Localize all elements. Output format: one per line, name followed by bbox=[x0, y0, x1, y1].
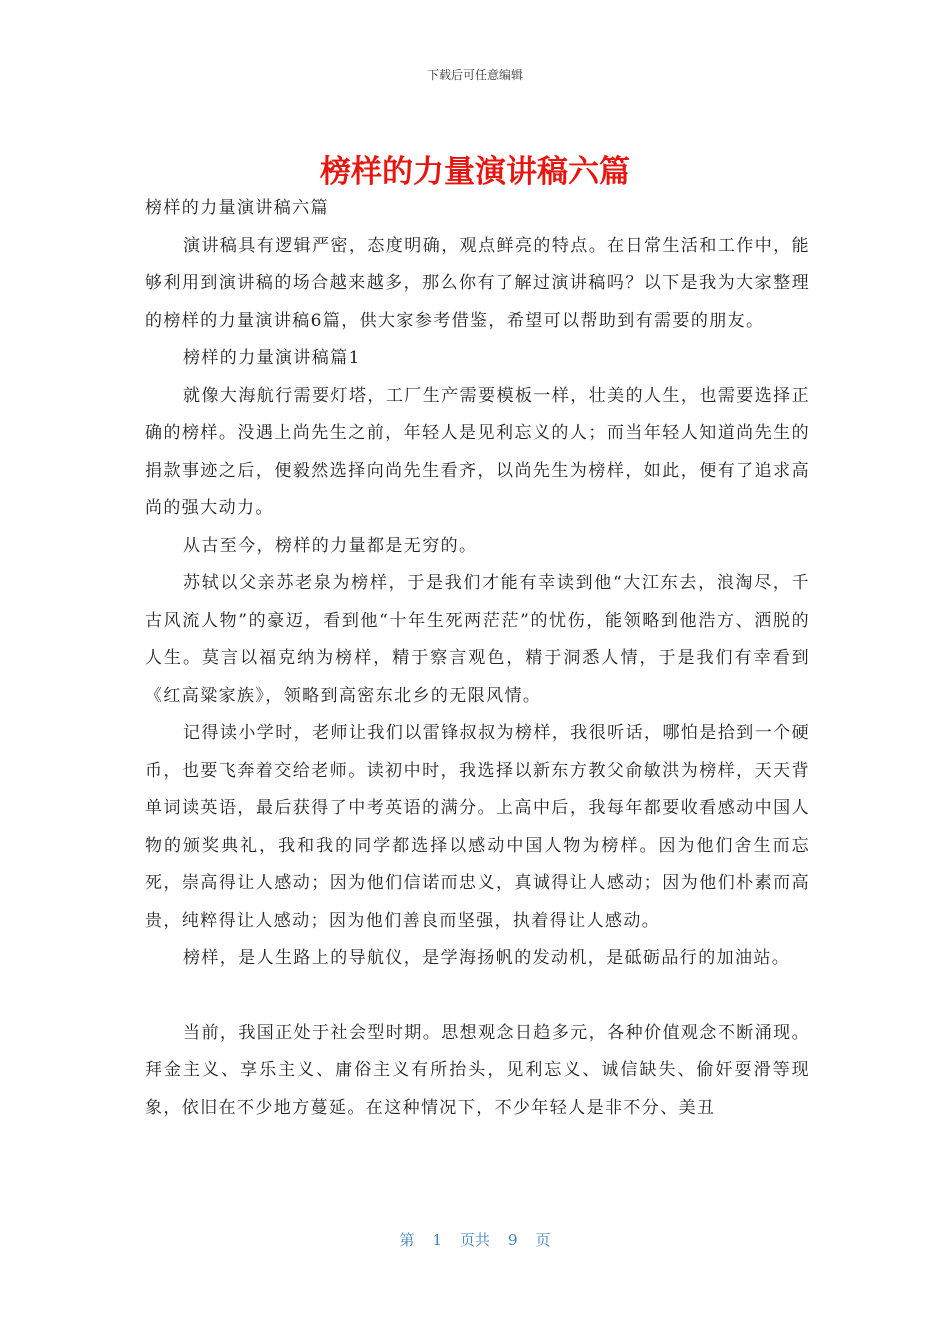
paragraph-body: 从古至今，榜样的力量都是无穷的。 bbox=[183, 535, 478, 556]
page-header-note: 下载后可任意编辑 bbox=[426, 68, 523, 82]
paragraph-body: 就像大海航行需要灯塔，工厂生产需要模板一样，壮美的人生，也需要选择正确的榜样。没遇上尚先生之前，年轻人是见利忘义的人；而当年轻人知道尚先生的捐款事迹之后，便毅然选择向尚先生看齐，以尚先生为榜样，如此，便有了追求高尚的强大动力。 bbox=[145, 385, 810, 518]
document-body bbox=[145, 190, 810, 1127]
document-title: 榜样的力量演讲稿六篇 bbox=[320, 154, 630, 190]
paragraph-body: 苏轼以父亲苏老泉为榜样，于是我们才能有幸读到他“大江东去，浪淘尽，千古风流人物”的豪迈，看到他“十年生死两茫茫”的忧伤，能领略到他浩方、洒脱的人生。莫言以福克纳为榜样，精于察言观色，精于洞悉人情，于是我们有幸看到《红高粱家族》，领略到高密东北乡的无限风情。 bbox=[145, 573, 810, 706]
paragraph-body: 当前，我国正处于社会型时期。思想观念日趋多元，各种价值观念不断涌现。拜金主义、享乐主义、庸俗主义有所抬头，见利忘义、诚信缺失、偷奸耍滑等现象，依旧在不少地方蔓延。在这种情况下，不少年轻人是非不分、美丑 bbox=[145, 1022, 810, 1118]
paragraph-body: 榜样，是人生路上的导航仪，是学海扬帆的发动机，是砥砺品行的加油站。 bbox=[183, 948, 791, 968]
footer-of-label: 页共 bbox=[459, 1231, 490, 1249]
paragraph-section-heading: 榜样的力量演讲稿篇1 bbox=[183, 348, 361, 368]
paragraph-body: 记得读小学时，老师让我们以雷锋叔叔为榜样，我很听话，哪怕是拾到一个硬币，也要飞奔着交给老师。读初中时，我选择以新东方教父俞敏洪为榜样，天天背单词读英语，最后获得了中考英语的满分。上高中后，我每年都要收看感动中国人物的颁奖典礼，我和我的同学都选择以感动中国人物为榜样。因为他们舍生而忘死，崇高得让人感动；因为他们信诺而忠义，真诚得让人感动；因为他们朴素而高贵，纯粹得让人感动；因为他们善良而坚强，执着得让人感动。 bbox=[145, 723, 810, 931]
paragraph-subtitle: 榜样的力量演讲稿六篇 bbox=[145, 198, 329, 218]
footer-total-pages: 9 bbox=[508, 1231, 518, 1249]
footer-page-suffix: 页 bbox=[535, 1231, 551, 1249]
paragraph-intro: 演讲稿具有逻辑严密，态度明确，观点鲜亮的特点。在日常生活和工作中，能够利用到演讲稿的场合越来越多，那么你有了解过演讲稿吗？以下是我为大家整理的榜样的力量演讲稿6篇，供大家参考借鉴，希望可以帮助到有需要的朋友。 bbox=[145, 235, 810, 331]
footer-page-number: 1 bbox=[432, 1231, 442, 1249]
footer-page-label: 第 bbox=[399, 1231, 415, 1249]
page-footer bbox=[0, 1229, 950, 1250]
